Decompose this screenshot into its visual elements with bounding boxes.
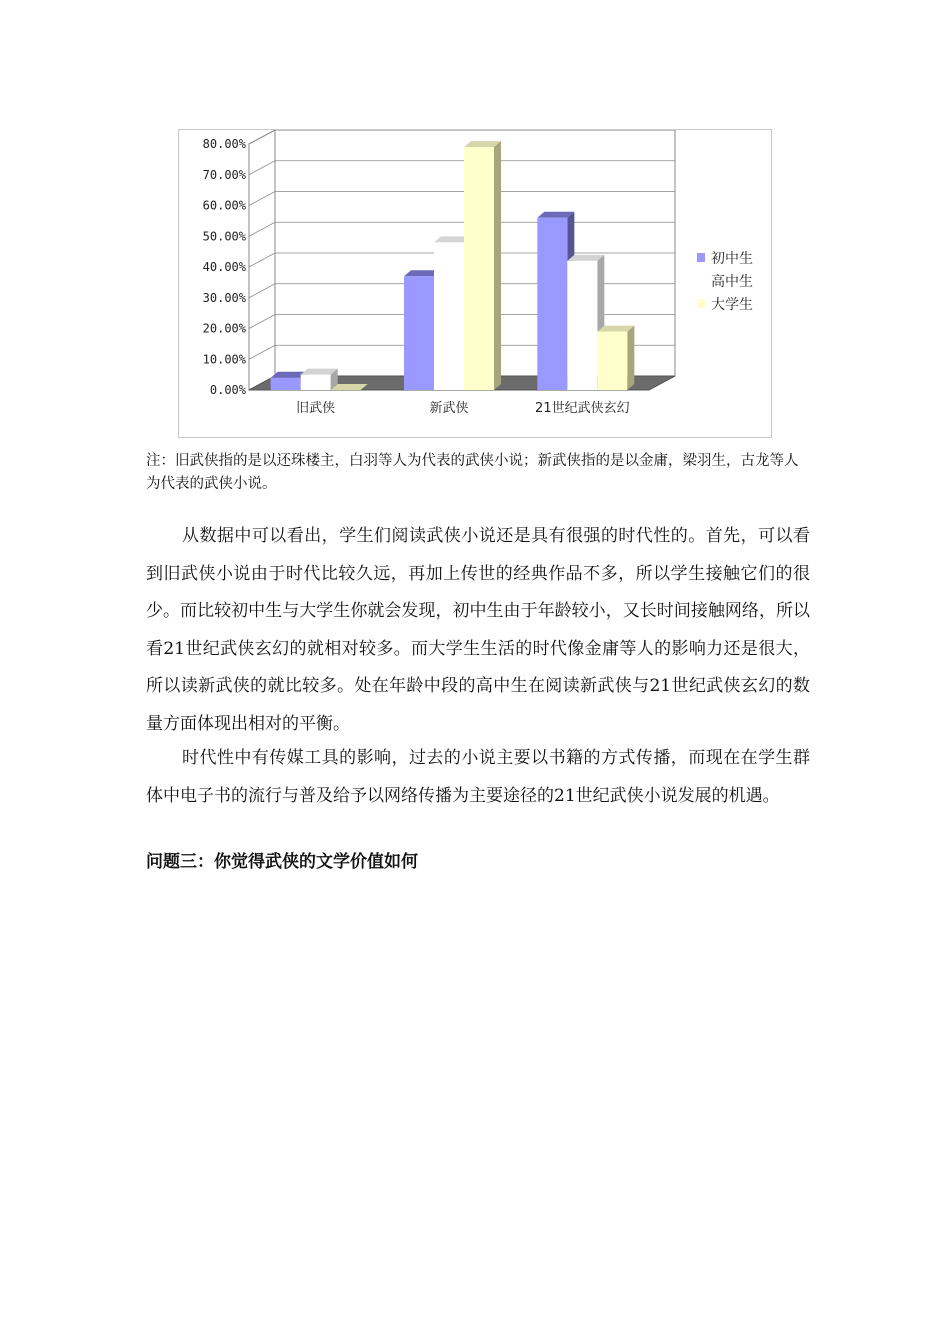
bar [301, 375, 331, 390]
legend-label: 大学生 [711, 297, 753, 313]
chart-note: 注：旧武侠指的是以还珠楼主，白羽等人为代表的武侠小说；新武侠指的是以金庸，梁羽生，古龙等人为代表的武侠小说。 [146, 453, 799, 492]
y-tick-label: 40.00% [202, 260, 246, 274]
bar [464, 147, 494, 390]
y-tick-label: 80.00% [202, 137, 246, 151]
y-tick-label: 30.00% [202, 290, 246, 305]
bar [434, 242, 464, 390]
legend-swatch [697, 253, 705, 262]
y-tick-label: 50.00% [202, 229, 246, 244]
y-tick-label: 70.00% [202, 167, 246, 182]
section-heading: 问题三：你觉得武侠的文学价值如何 [146, 852, 418, 872]
x-category-label: 21世纪武侠玄幻 [535, 401, 630, 416]
y-tick-label: 0.00% [209, 383, 246, 397]
y-tick-label: 20.00% [202, 321, 246, 336]
legend-swatch [697, 276, 705, 285]
bar [404, 276, 434, 390]
bar-chart [178, 129, 772, 438]
legend-swatch [697, 299, 705, 308]
paragraph-2: 时代性中有传媒工具的影响，过去的小说主要以书籍的方式传播，而现在在学生群体中电子书的流行与普及给予以网络传播为主要途径的21世纪武侠小说发展的机遇。 [146, 748, 810, 806]
x-category-label: 新武侠 [429, 401, 469, 416]
paragraph-1: 从数据中可以看出，学生们阅读武侠小说还是具有很强的时代性的。首先，可以看到旧武侠小说由于时代比较久远，再加上传世的经典作品不多，所以学生接触它们的很少。而比较初中生与大学生你就会发现，初中生由于年龄较小，又长时间接触网络，所以看21世纪武侠玄幻的就相对较多。而大学生生活的时代像金庸等人的影响力还是很大，所以读新武侠的就比较多。处在年龄中段的高中生在阅读新武侠与21世纪武侠玄幻的数量方面体现出相对的平衡。 [146, 526, 810, 734]
legend-label: 高中生 [711, 274, 753, 290]
y-tick-label: 10.00% [202, 352, 246, 367]
x-category-label: 旧武侠 [296, 401, 336, 416]
bar [271, 378, 301, 390]
chart-canvas [179, 130, 771, 437]
y-tick-label: 60.00% [202, 198, 246, 213]
bar [537, 218, 567, 390]
bar [567, 261, 597, 390]
bar-side [494, 141, 501, 390]
bar [597, 332, 627, 390]
legend-label: 初中生 [711, 251, 753, 267]
bar-side [627, 326, 634, 390]
